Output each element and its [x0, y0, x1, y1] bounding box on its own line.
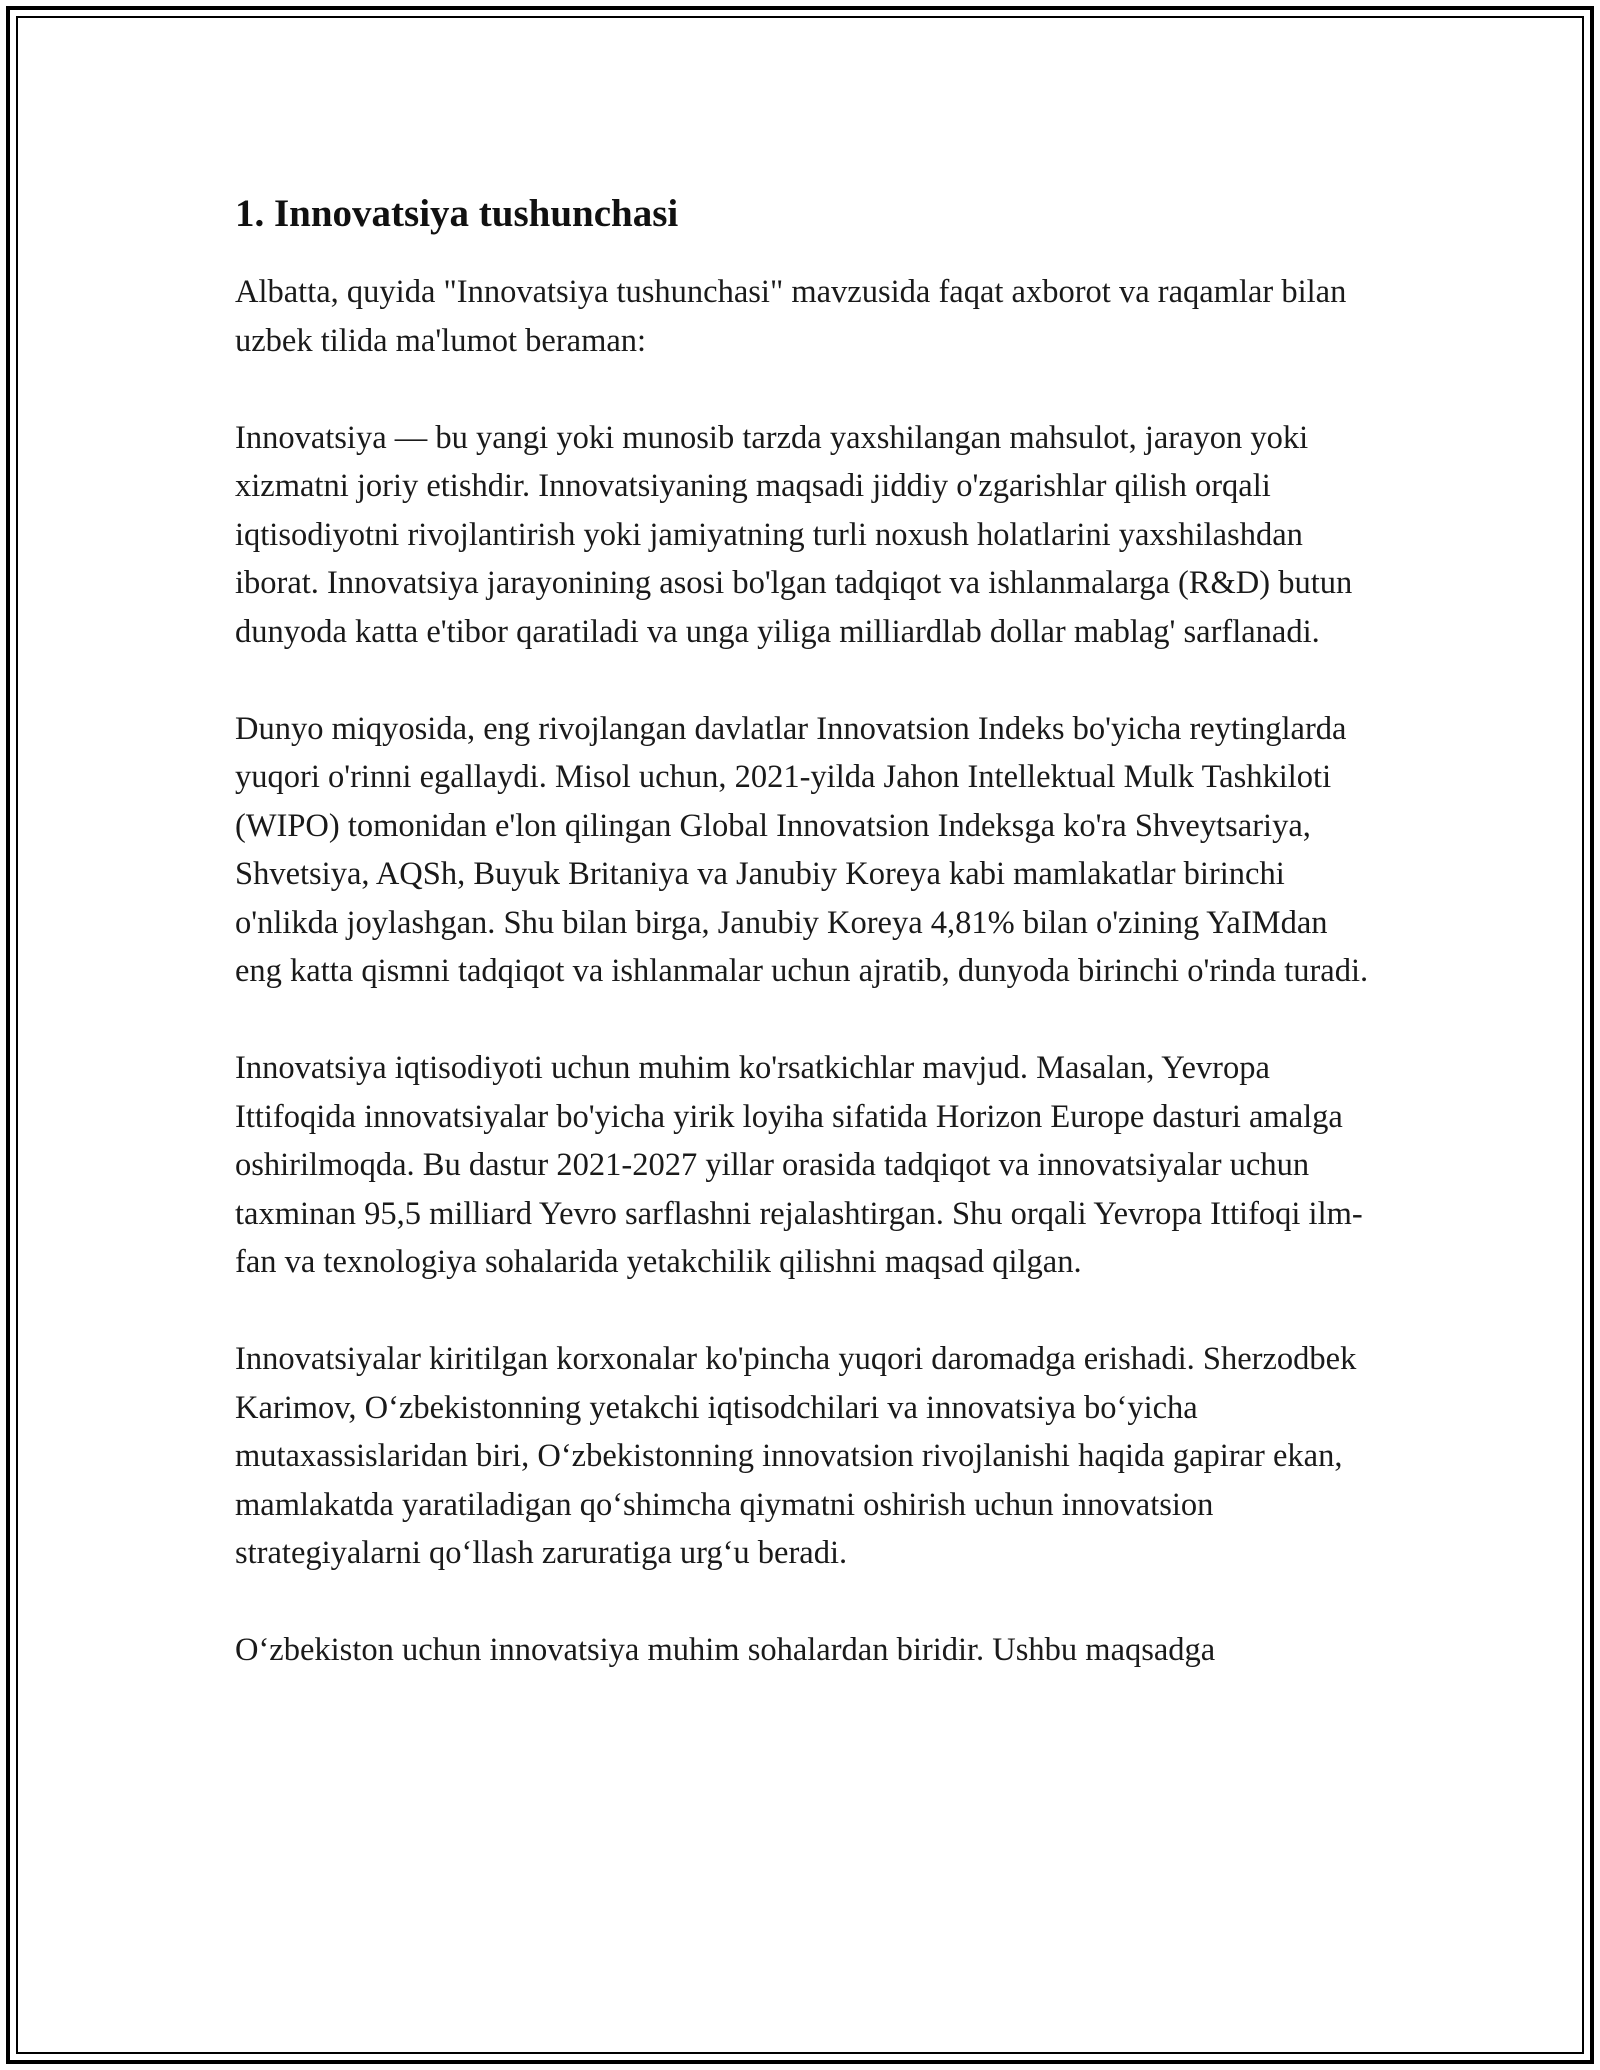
paragraph-uzbekistan: O‘zbekiston uchun innovatsiya muhim sohalardan biridir. Ushbu maqsadga [235, 1632, 1216, 1668]
document-body [235, 190, 1375, 1723]
paragraph-enterprises: Innovatsiyalar kiritilgan korxonalar ko'pincha yuqori daromadga erishadi. Sherzodbek Karimov, O‘zbekistonning yetakchi iqtisodchilari va innovatsiya bo‘yicha mutaxassislaridan biri, O‘zbekistonning innovatsion rivojlanishi haqida gapirar ekan, mamlakatda yaratiladigan qo‘shimcha qiymatni oshirish uchun innovatsion strategiyalarni qo‘llash zaruratiga urg‘u beradi. [235, 1341, 1357, 1571]
paragraph-global-index: Dunyo miqyosida, eng rivojlangan davlatlar Innovatsion Indeks bo'yicha reytinglarda yuqori o'rinni egallaydi. Misol uchun, 2021-yilda Jahon Intellektual Mulk Tashkiloti (WIPO) tomonidan e'lon qilingan Global Innovatsion Indeksga ko'ra Shveytsariya, Shvetsiya, AQSh, Buyuk Britaniya va Janubiy Koreya kabi mamlakatlar birinchi o'nlikda joylashgan. Shu bilan birga, Janubiy Koreya 4,81% bilan o'zining YaIMdan eng katta qismni tadqiqot va ishlanmalar uchun ajratib, dunyoda birinchi o'rinda turadi. [235, 710, 1369, 989]
section-heading: 1. Innovatsiya tushunchasi [235, 192, 679, 235]
paragraph-intro: Albatta, quyida "Innovatsiya tushunchasi" mavzusida faqat axborot va raqamlar bilan uzbek tilida ma'lumot beraman: [235, 274, 1347, 359]
paragraph-horizon-europe: Innovatsiya iqtisodiyoti uchun muhim ko'rsatkichlar mavjud. Masalan, Yevropa Ittifoqida innovatsiyalar bo'yicha yirik loyiha sifatida Horizon Europe dasturi amalga oshirilmoqda. Bu dastur 2021-2027 yillar orasida tadqiqot va innovatsiyalar uchun taxminan 95,5 milliard Yevro sarflashni rejalashtirgan. Shu orqali Yevropa Ittifoqi ilm-fan va texnologiya sohalarida yetakchilik qilishni maqsad qilgan. [235, 1050, 1363, 1280]
paragraph-definition: Innovatsiya — bu yangi yoki munosib tarzda yaxshilangan mahsulot, jarayon yoki xizmatni joriy etishdir. Innovatsiyaning maqsadi jiddiy o'zgarishlar qilish orqali iqtisodiyotni rivojlantirish yoki jamiyatning turli noxush holatlarini yaxshilashdan iborat. Innovatsiya jarayonining asosi bo'lgan tadqiqot va ishlanmalarga (R&D) butun dunyoda katta e'tibor qaratiladi va unga yiliga milliardlab dollar mablag' sarflanadi. [235, 419, 1353, 650]
